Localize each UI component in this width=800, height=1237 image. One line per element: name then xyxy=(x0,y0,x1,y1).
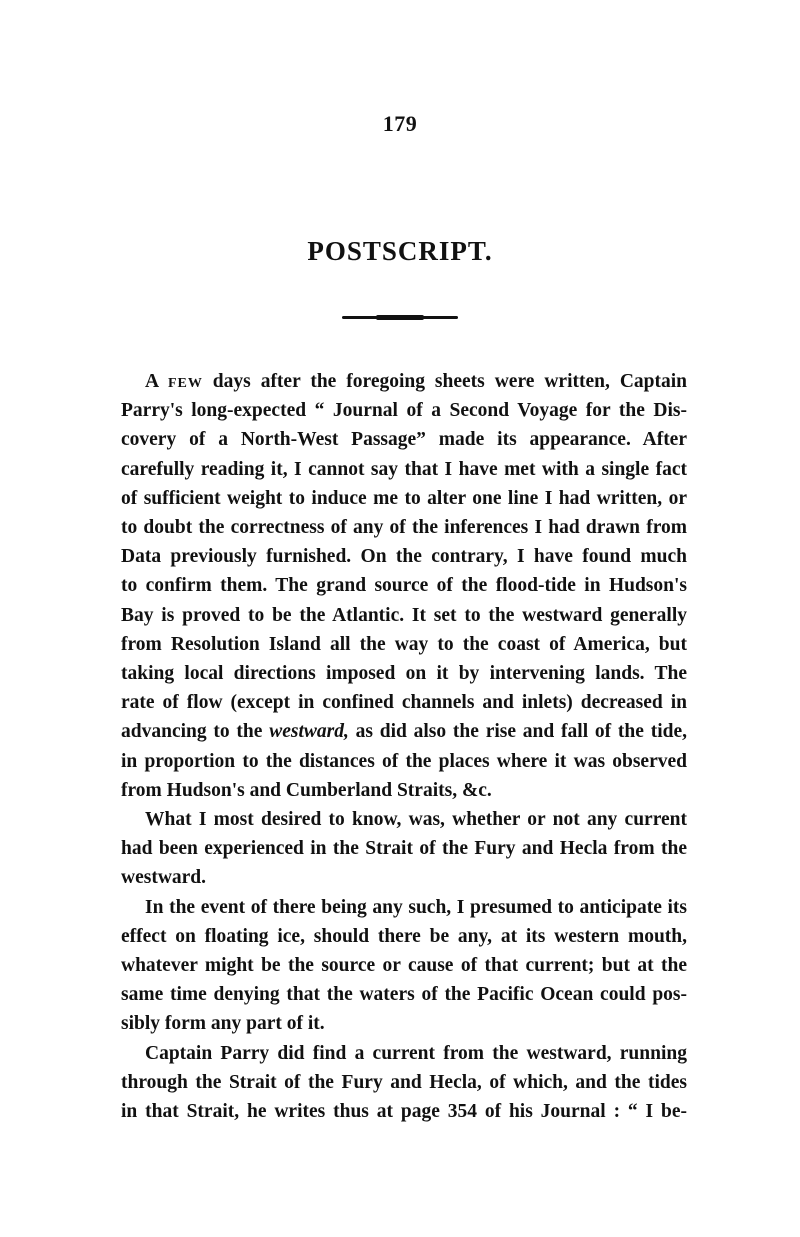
paragraph-4 xyxy=(121,1039,687,1127)
text-line: westward. xyxy=(121,867,207,889)
text-line: In the event of there being any such, I presumed to anticipate its xyxy=(145,896,687,918)
text-line: carefully reading it, I cannot say that I have met with a single fact xyxy=(121,458,687,480)
ornamental-rule xyxy=(342,316,458,319)
paragraph-3 xyxy=(121,893,687,1039)
text-line: to confirm them. The grand source of the flood-tide in Hudson's xyxy=(121,575,687,597)
italic-word: westward, xyxy=(269,721,349,743)
text-line: taking local directions imposed on it by intervening lands. The xyxy=(121,663,687,685)
page-number: 179 xyxy=(382,111,418,136)
text-line: covery of a North-West Passage” made its appearance. After xyxy=(121,429,687,451)
text-line: A few days after the foregoing sheets were written, Captain xyxy=(145,371,688,392)
text-line: whatever might be the source or cause of that current; but at the xyxy=(121,955,687,977)
text-line: of sufficient weight to induce me to alter one line I had written, or xyxy=(121,487,687,509)
text-line: in proportion to the distances of the places where it was observed xyxy=(121,750,687,772)
paragraph-2 xyxy=(121,805,687,893)
text-line: in that Strait, he writes thus at page 354 of his Journal : “ I be- xyxy=(121,1101,687,1123)
text-line: advancing to the westward, as did also the rise and fall of the tide, xyxy=(121,721,687,743)
body-text xyxy=(121,367,687,1126)
text-line: What I most desired to know, was, whether or not any current xyxy=(145,809,687,831)
text-line: Bay is proved to be the Atlantic. It set to the westward generally xyxy=(121,604,687,626)
text-line: to doubt the correctness of any of the inferences I had drawn from xyxy=(121,517,687,539)
paragraph-1 xyxy=(121,367,687,805)
text-line: Parry's long-expected “ Journal of a Second Voyage for the Dis- xyxy=(121,400,687,422)
small-caps-word: few xyxy=(167,371,203,392)
text-line: from Resolution Island all the way to the coast of America, but xyxy=(121,633,687,655)
text-line: effect on floating ice, should there be any, at its western mouth, xyxy=(121,925,687,947)
text-line: from Hudson's and Cumberland Straits, &c. xyxy=(121,779,492,801)
text-line: same time denying that the waters of the Pacific Ocean could pos- xyxy=(121,984,687,1006)
text-line: had been experienced in the Strait of the Fury and Hecla from the xyxy=(121,838,687,860)
text-line: sibly form any part of it. xyxy=(121,1013,325,1035)
text-line: through the Strait of the Fury and Hecla, of which, and the tides xyxy=(121,1071,687,1093)
text-line: Captain Parry did find a current from the westward, running xyxy=(145,1042,687,1064)
chapter-title: POSTSCRIPT. xyxy=(307,236,493,266)
text-line: Data previously furnished. On the contrary, I have found much xyxy=(121,546,687,568)
text-line: rate of flow (except in confined channels and inlets) decreased in xyxy=(121,692,687,714)
